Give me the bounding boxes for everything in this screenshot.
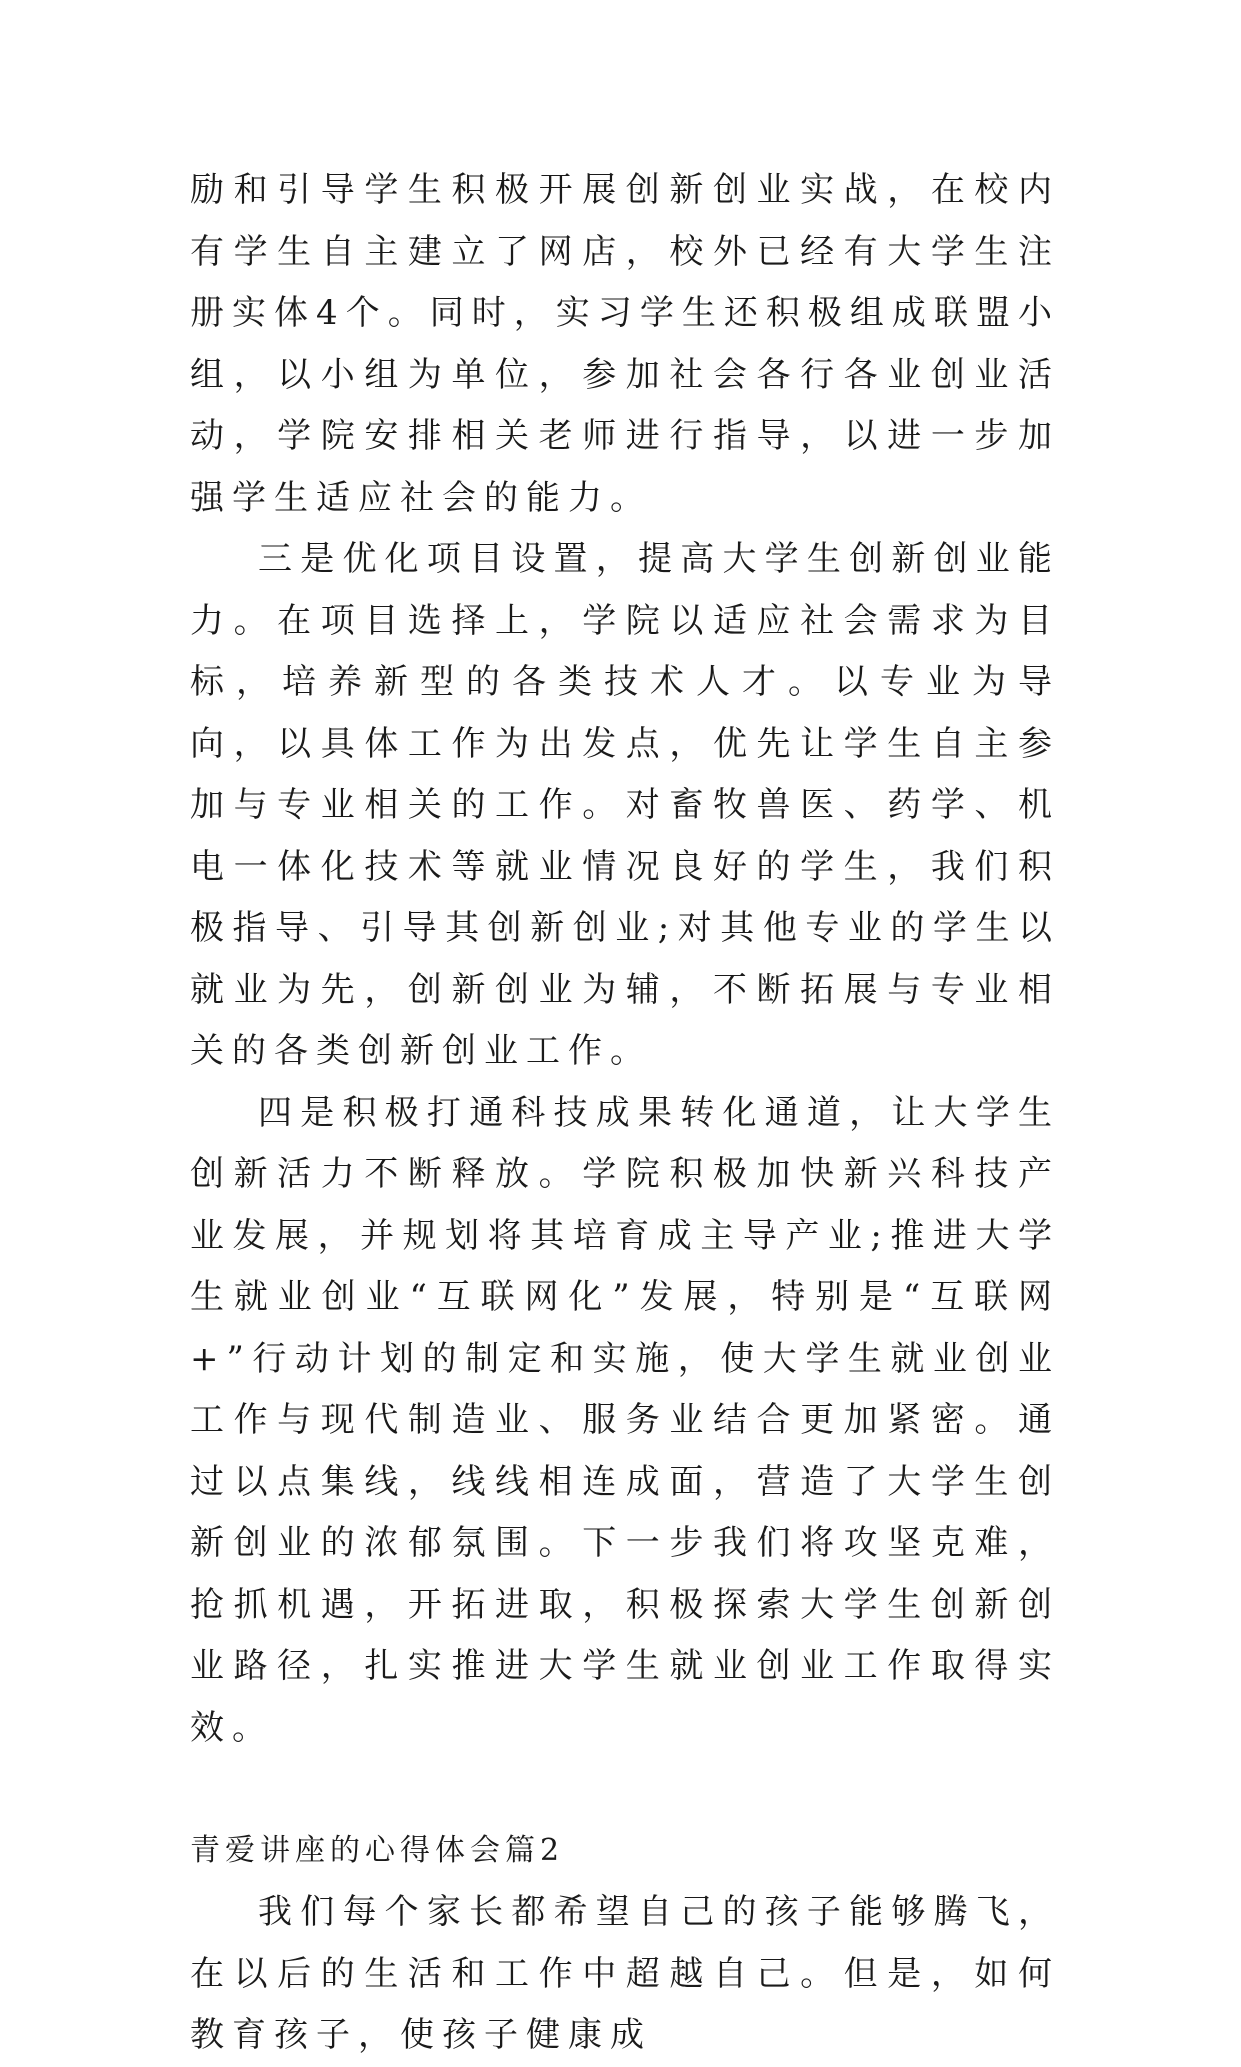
paragraph-section-two-intro: 我们每个家长都希望自己的孩子能够腾飞，在以后的生活和工作中超越自己。但是，如何教育孩子，使孩子健康成 [190,1892,1060,2055]
document-body [190,160,1060,2067]
paragraph-point-four: 四是积极打通科技成果转化通道，让大学生创新活力不断释放。学院积极加快新兴科技产业发展，并规划将其培育成主导产业;推进大学生就业创业“互联网化”发展，特别是“互联网+”行动计划的制定和实施，使大学生就业创业工作与现代制造业、服务业结合更加紧密。通过以点集线，线线相连成面，营造了大学生创新创业的浓郁氛围。下一步我们将攻坚克难，抢抓机遇，开拓进取，积极探索大学生创新创业路径，扎实推进大学生就业创业工作取得实效。 [190,1092,1060,1748]
paragraph-point-three: 三是优化项目设置，提高大学生创新创业能力。在项目选择上，学院以适应社会需求为目标，培养新型的各类技术人才。以专业为导向，以具体工作为出发点，优先让学生自主参加与专业相关的工作。对畜牧兽医、药学、机电一体化技术等就业情况良好的学生，我们积极指导、引导其创新创业;对其他专业的学生以就业为先，创新创业为辅，不断拓展与专业相关的各类创新创业工作。 [190,539,1060,1071]
section-heading: 青爱讲座的心得体会篇2 [190,1833,565,1868]
paragraph-continuation: 励和引导学生积极开展创新创业实战，在校内有学生自主建立了网店，校外已经有大学生注册实体4个。同时，实习学生还积极组成联盟小组，以小组为单位，参加社会各行各业创业活动，学院安排相关老师进行指导，以进一步加强学生适应社会的能力。 [190,170,1060,518]
